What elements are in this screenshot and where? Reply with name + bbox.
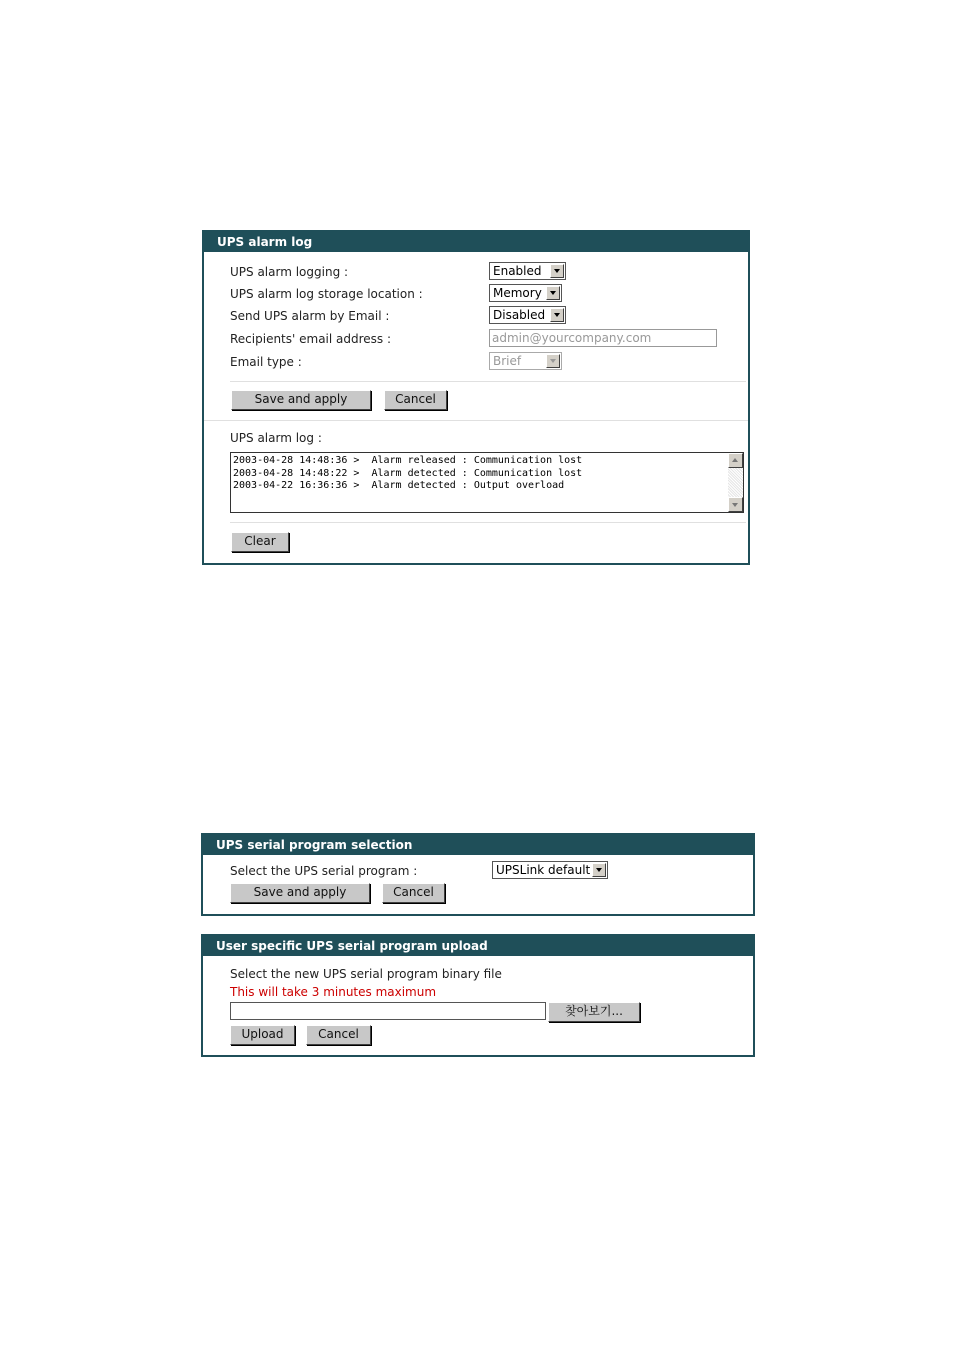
recipients-input[interactable]: admin@yourcompany.com	[489, 329, 717, 347]
alarm-logging-select[interactable]	[489, 262, 566, 280]
recipients-label: Recipients' email address :	[230, 332, 392, 346]
chevron-down-icon[interactable]	[592, 863, 606, 877]
log-line: 2003-04-28 14:48:22 > Alarm detected : Communication lost	[233, 467, 583, 479]
serial-program-upload-panel	[201, 934, 755, 1057]
email-type-select[interactable]	[489, 352, 562, 370]
chevron-down-icon[interactable]	[546, 354, 560, 368]
storage-location-value: Memory	[493, 286, 542, 300]
alarm-log-textarea[interactable]	[230, 452, 744, 513]
send-email-label: Send UPS alarm by Email :	[230, 309, 390, 323]
storage-location-label: UPS alarm log storage location :	[230, 287, 423, 301]
alarm-log-lines	[233, 455, 582, 493]
serial-program-label: Select the UPS serial program :	[230, 864, 418, 878]
serial-program-select[interactable]	[492, 861, 608, 879]
divider	[230, 522, 746, 523]
serial-program-value: UPSLink default	[496, 863, 591, 877]
panel-title: UPS serial program selection	[203, 835, 753, 855]
scroll-down-icon[interactable]	[728, 497, 743, 512]
email-type-label: Email type :	[230, 355, 302, 369]
panel-title: User specific UPS serial program upload	[203, 936, 753, 956]
cancel-button[interactable]: Cancel	[384, 390, 447, 410]
chevron-down-icon[interactable]	[550, 308, 564, 322]
alarm-logging-value: Enabled	[493, 264, 542, 278]
alarm-logging-label: UPS alarm logging :	[230, 265, 349, 279]
scroll-up-icon[interactable]	[728, 453, 743, 468]
divider	[204, 420, 748, 421]
log-line: 2003-04-28 14:48:36 > Alarm released : Communication lost	[233, 455, 583, 466]
send-email-value: Disabled	[493, 308, 546, 322]
clear-button[interactable]: Clear	[231, 532, 289, 552]
upload-instruction: Select the new UPS serial program binary file	[230, 967, 502, 981]
chevron-down-icon[interactable]	[550, 264, 564, 278]
scrollbar[interactable]	[728, 453, 743, 512]
ups-serial-program-panel	[201, 833, 755, 916]
upload-button[interactable]: Upload	[230, 1025, 295, 1045]
email-type-value: Brief	[493, 354, 522, 368]
cancel-button[interactable]: Cancel	[382, 883, 445, 903]
alarm-log-label: UPS alarm log :	[230, 431, 322, 445]
chevron-down-icon[interactable]	[546, 286, 560, 300]
log-line: 2003-04-22 16:36:36 > Alarm detected : Output overload	[233, 480, 565, 491]
panel-title: UPS alarm log	[204, 232, 748, 252]
storage-location-select[interactable]	[489, 284, 562, 302]
save-and-apply-button[interactable]: Save and apply	[231, 390, 371, 410]
file-path-input[interactable]	[230, 1002, 546, 1020]
browse-button[interactable]: 찾아보기...	[548, 1002, 640, 1022]
cancel-button[interactable]: Cancel	[306, 1025, 371, 1045]
send-email-select[interactable]	[489, 306, 566, 324]
save-and-apply-button[interactable]: Save and apply	[230, 883, 370, 903]
ups-alarm-log-panel	[202, 230, 750, 565]
divider	[230, 381, 746, 382]
upload-warning: This will take 3 minutes maximum	[230, 985, 437, 999]
